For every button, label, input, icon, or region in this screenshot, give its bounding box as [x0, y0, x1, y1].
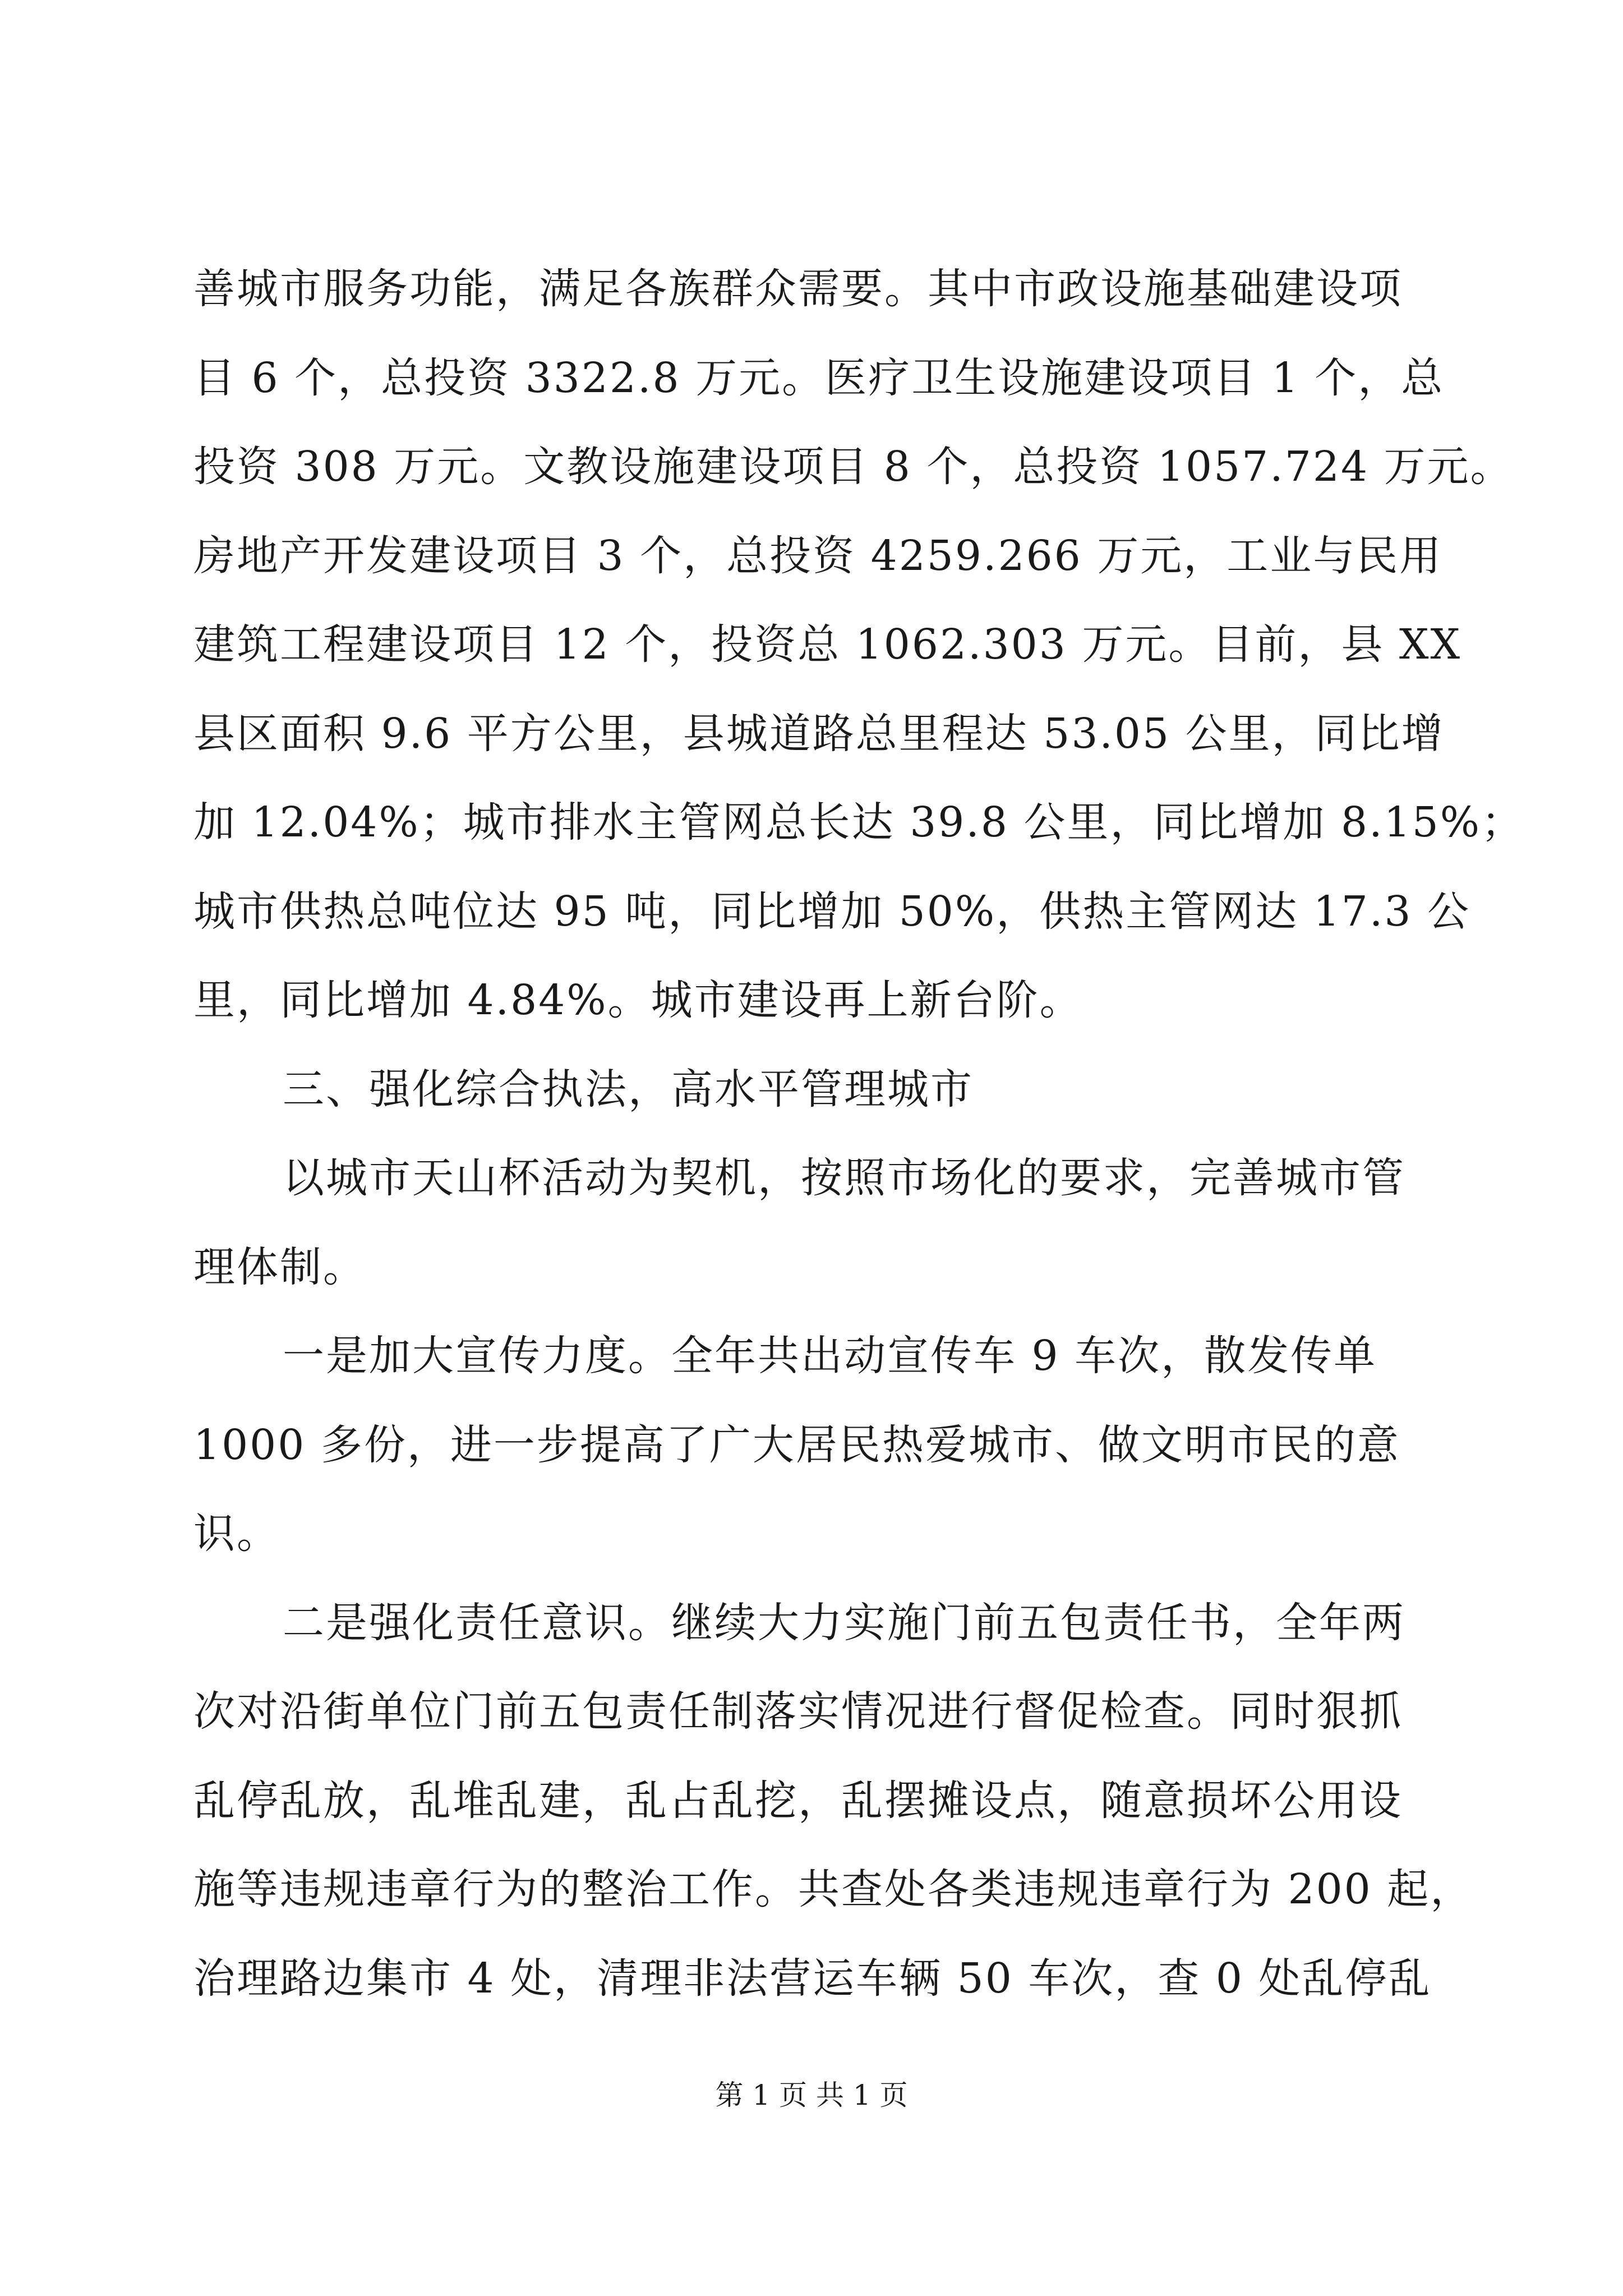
text-line: 城市供热总吨位达 95 吨，同比增加 50%，供热主管网达 17.3 公 — [193, 887, 1471, 936]
section-heading: 三、强化综合执法，高水平管理城市 — [283, 1065, 974, 1114]
text-line: 二是强化责任意识。继续大力实施门前五包责任书，全年两 — [283, 1598, 1405, 1647]
text-line: 县区面积 9.6 平方公里，县城道路总里程达 53.05 公里，同比增 — [193, 709, 1445, 758]
text-line: 加 12.04%；城市排水主管网总长达 39.8 公里，同比增加 8.15%； — [193, 798, 1525, 846]
text-line: 一是加大宣传力度。全年共出动宣传车 9 车次，散发传单 — [283, 1332, 1377, 1380]
text-line: 里，同比增加 4.84%。城市建设再上新台阶。 — [193, 976, 1083, 1024]
text-line: 房地产开发建设项目 3 个，总投资 4259.266 万元，工业与民用 — [193, 531, 1443, 580]
text-line: 目 6 个，总投资 3322.8 万元。医疗卫生设施建设项目 1 个，总 — [193, 353, 1445, 402]
text-line: 乱停乱放，乱堆乱建，乱占乱挖，乱摆摊设点，随意损坏公用设 — [193, 1776, 1403, 1825]
text-line: 善城市服务功能，满足各族群众需要。其中市政设施基础建设项 — [193, 265, 1403, 313]
text-line: 建筑工程建设项目 12 个，投资总 1062.303 万元。目前，县 XX — [193, 620, 1462, 669]
text-line: 治理路边集市 4 处，清理非法营运车辆 50 车次，查 0 处乱停乱 — [193, 1954, 1432, 2003]
text-line: 投资 308 万元。文教设施建设项目 8 个，总投资 1057.724 万元。 — [193, 443, 1514, 491]
page-footer: 第 1 页 共 1 页 — [715, 2079, 908, 2111]
text-line: 识。 — [193, 1510, 280, 1558]
text-line: 施等违规违章行为的整治工作。共查处各类违规违章行为 200 起， — [193, 1865, 1474, 1913]
text-line: 以城市天山杯活动为契机，按照市场化的要求，完善城市管 — [283, 1154, 1405, 1202]
text-line: 次对沿街单位门前五包责任制落实情况进行督促检查。同时狠抓 — [193, 1687, 1403, 1736]
text-line: 理体制。 — [193, 1243, 366, 1291]
text-line: 1000 多份，进一步提高了广大居民热爱城市、做文明市民的意 — [193, 1420, 1400, 1469]
